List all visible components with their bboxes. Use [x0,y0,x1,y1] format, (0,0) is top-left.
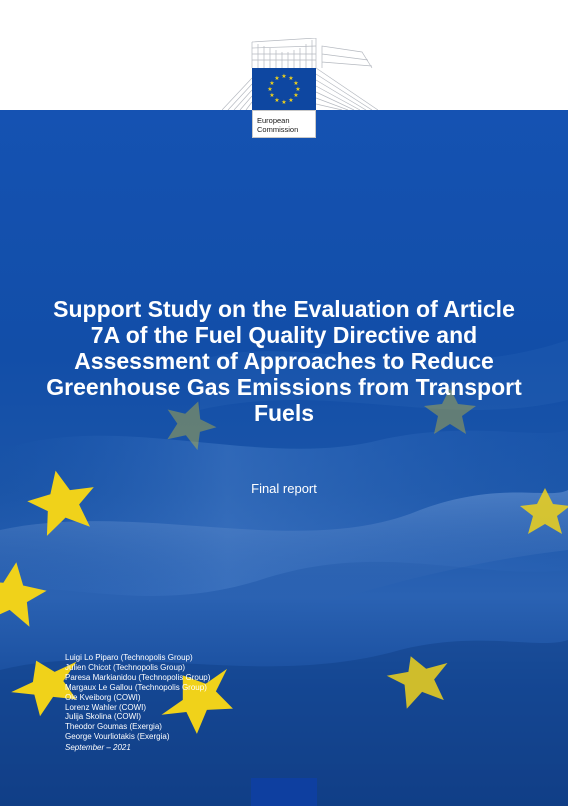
svg-text:★: ★ [293,92,299,99]
author-name: Paresa Markianidou (Technopolis Group) [65,672,211,682]
author-name: Ole Kveiborg (COWI) [65,692,141,702]
bottom-blue-bar [251,778,317,806]
author-name: Margaux Le Gallou (Technopolis Group) [65,682,207,692]
eu-flag-icon [252,68,316,110]
author-name: Luigi Lo Piparo (Technopolis Group) [65,653,193,662]
logo-label [252,110,316,138]
report-subtitle: Final report [251,481,317,496]
svg-text:★: ★ [269,92,275,99]
svg-text:★: ★ [295,86,301,93]
author-name: Theodor Goumas (Exergia) [65,722,162,732]
author-name: Julien Chicot (Technopolis Group) [65,662,186,672]
svg-text:★: ★ [281,73,287,80]
svg-text:★: ★ [274,75,280,82]
svg-text:★: ★ [274,97,280,104]
author-name: George Vourliotakis (Exergia) [65,732,170,742]
logo-line-2: Commission [257,125,299,134]
svg-text:★: ★ [293,80,299,87]
svg-text:★: ★ [288,97,294,104]
report-title: Support Study on the Evaluation of Article 7A of the Fuel Quality Directive and Assessment of Approaches to Reduce Greenhouse Gas Emissions from Transport Fuels [46,296,522,426]
european-commission-logo [222,38,378,138]
svg-text:★: ★ [281,99,287,106]
report-date: September – 2021 [65,743,131,752]
svg-text:★: ★ [288,75,294,82]
author-name: Lorenz Wahler (COWI) [65,702,147,712]
author-list [65,653,305,742]
author-name: Julija Skolina (COWI) [65,712,142,722]
svg-text:★: ★ [269,80,275,87]
logo-line-1: European [257,116,290,125]
svg-text:★: ★ [267,86,273,93]
